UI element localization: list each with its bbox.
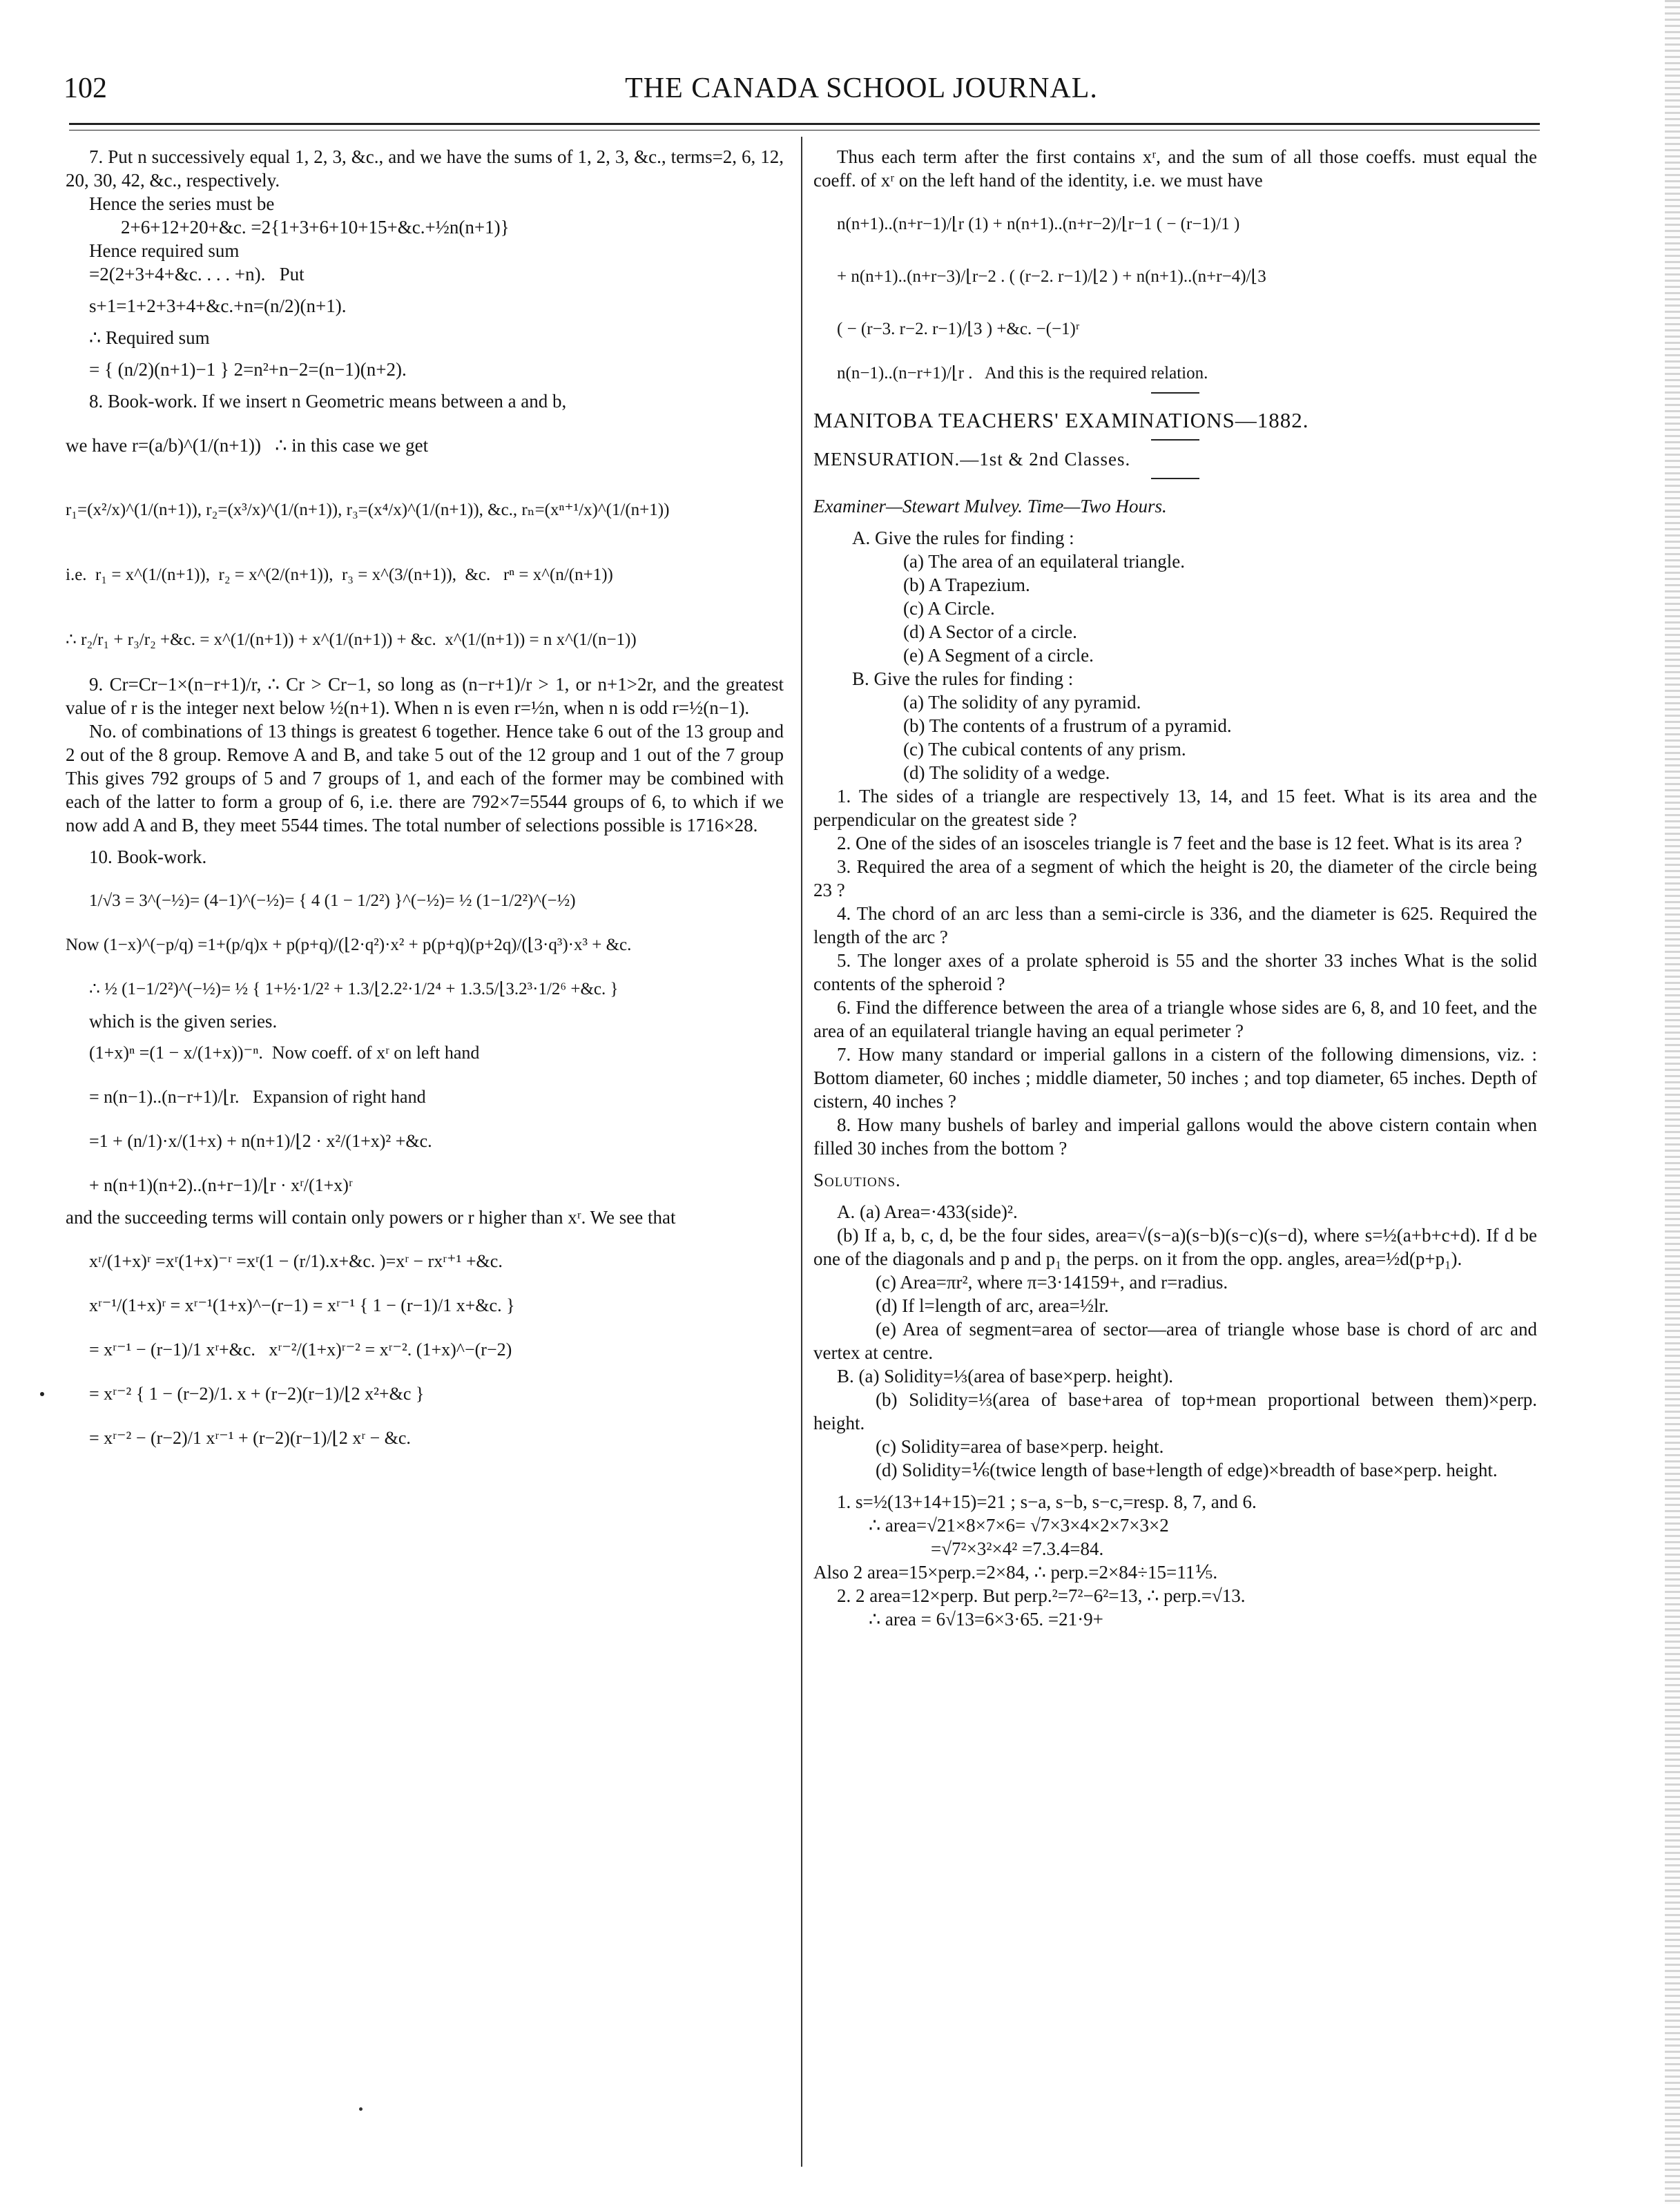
math-line: ( − (r−3. r−2. r−1)/⌊3 ) +&c. −(−1)ʳ: [837, 320, 1080, 338]
math-line: we have r=(a/b)^(1/(n+1)) ∴ in this case we get: [66, 435, 429, 456]
math-line: + n(n+1)(n+2)..(n+r−1)/⌊r · xʳ/(1+x)ʳ: [89, 1175, 353, 1195]
question-6: 6. Find the difference between the area of a triangle whose sides are 6, 8, and 10 feet, and the area of an equilateral triangle having an equal perimeter ?: [813, 997, 1537, 1041]
separator: [1151, 439, 1199, 441]
solution-line: B. (a) Solidity=⅓(area of base×perp. height).: [837, 1366, 1174, 1386]
math-line: r₁=(x²/x)^(1/(n+1)), r₂=(x³/x)^(1/(n+1)), r₃=(x⁴/x)^(1/(n+1)), &c., rₙ=(xⁿ⁺¹/x)^(1/(n+1)): [66, 501, 670, 519]
math-line: 1/√3 = 3^(−½)= (4−1)^(−½)= { 4 (1 − 1/2²) }^(−½)= ½ (1−1/2²)^(−½): [89, 891, 576, 910]
solution-line: (d) Solidity=⅙(twice length of base+length of edge)×breadth of base×perp. height.: [876, 1460, 1498, 1480]
math-line: ∴ r₂/r₁ + r₃/r₂ +&c. = x^(1/(n+1)) + x^(1/(n+1)) + &c. x^(1/(n+1)) = n x^(1/(n−1)): [66, 630, 637, 649]
math-line: = n(n−1)..(n−r+1)/⌊r. Expansion of right hand: [89, 1087, 426, 1107]
math-line: n(n−1)..(n−r+1)/⌊r . And this is the required relation.: [837, 364, 1208, 383]
math-line: = xʳ⁻² { 1 − (r−2)/1. x + (r−2)(r−1)/⌊2 x²+&c }: [89, 1384, 425, 1404]
math-line: = xʳ⁻² − (r−2)/1 xʳ⁻¹ + (r−2)(r−1)/⌊2 xʳ − &c.: [89, 1428, 411, 1448]
math-line: ∴ ½ (1−1/2²)^(−½)= ½ { 1+½·1/2² + 1.3/⌊2.2²·1/2⁴ + 1.3.5/⌊3.2³·1/2⁶ +&c. }: [89, 980, 619, 998]
question-1: 1. The sides of a triangle are respectively 13, 14, and 15 feet. What is its area and the perpendicular on the greatest side ?: [813, 786, 1537, 830]
math-line: xʳ⁻¹/(1+x)ʳ = xʳ⁻¹(1+x)^−(r−1) = xʳ⁻¹ { 1 − (r−1)/1 x+&c. }: [89, 1295, 515, 1315]
math-line: ∴ area = 6√13=6×3·65. =21·9+: [869, 1609, 1103, 1630]
answer-7-text: 7. Put n successively equal 1, 2, 3, &c., and we have the sums of 1, 2, 3, &c., terms=2, 6, 12, 20, 30, 42, &c., respectively.: [66, 146, 784, 191]
header-rule-thick: [69, 123, 1540, 125]
page-number: 102: [64, 72, 107, 104]
math-line: (1+x)ⁿ =(1 − x/(1+x))⁻ⁿ. Now coeff. of xʳ on left hand: [89, 1043, 480, 1063]
question-2: 2. One of the sides of an isosceles triangle is 7 feet and the base is 12 feet. What is its area ?: [837, 833, 1523, 853]
list-item: (e) A Segment of a circle.: [903, 645, 1094, 666]
subject-heading: MENSURATION.—1st & 2nd Classes.: [813, 449, 1131, 470]
solution-line: (e) Area of segment=area of sector—area of triangle whose base is chord of arc and vertex at centre.: [813, 1319, 1537, 1363]
question-8: 8. How many bushels of barley and imperial gallons would the above cistern contain when filled 30 inches from the bottom ?: [813, 1114, 1537, 1159]
math-line: s+1=1+2+3+4+&c.+n=(n/2)(n+1).: [89, 296, 347, 316]
question-4: 4. The chord of an arc less than a semi-circle is 336, and the diameter is 625. Required the length of the arc ?: [813, 903, 1537, 947]
solution-line: (d) If l=length of arc, area=½lr.: [876, 1295, 1109, 1316]
journal-title: THE CANADA SCHOOL JOURNAL.: [625, 72, 1098, 104]
section-title: MANITOBA TEACHERS' EXAMINATIONS—1882.: [813, 408, 1309, 432]
solution-line: (b) If a, b, c, d, be the four sides, area=√(s−a)(s−b)(s−c)(s−d), where s=½(a+b+c+d). If d be one of the diagonals and p and p₁ the perps. on it from the opp. angles, area=½d(p+p₁).: [813, 1225, 1537, 1269]
math-line: ∴ Required sum: [89, 327, 210, 348]
solution-line: A. (a) Area=·433(side)².: [837, 1201, 1018, 1222]
solution-line: 2. 2 area=12×perp. But perp.²=7²−6²=13, ∴ perp.=√13.: [837, 1585, 1246, 1606]
list-item: (a) The area of an equilateral triangle.: [903, 551, 1186, 572]
question-b-head: B. Give the rules for finding :: [852, 668, 1074, 689]
left-column: [66, 145, 784, 1450]
math-line: =2(2+3+4+&c. . . . +n). Put: [89, 264, 305, 284]
list-item: (d) A Sector of a circle.: [903, 621, 1077, 642]
list-item: (d) The solidity of a wedge.: [903, 762, 1110, 783]
math-line: xʳ/(1+x)ʳ =xʳ(1+x)⁻ʳ =xʳ(1 − (r/1).x+&c. )=xʳ − rxʳ⁺¹ +&c.: [89, 1251, 503, 1271]
solution-line: (c) Area=πr², where π=3·14159+, and r=radius.: [876, 1272, 1228, 1293]
question-5: 5. The longer axes of a prolate spheroid is 55 and the shorter 33 inches What is the solid contents of the spheroid ?: [813, 950, 1537, 994]
page-edge-shadow: [1665, 0, 1680, 2204]
math-line: 2+6+12+20+&c. =2{1+3+6+10+15+&c.+½n(n+1)}: [121, 217, 510, 238]
separator: [1151, 478, 1199, 479]
right-column: [813, 145, 1537, 1631]
separator: [1151, 392, 1199, 394]
math-line: + n(n+1)..(n+r−3)/⌊r−2 . ( (r−2. r−1)/⌊2 ) + n(n+1)..(n+r−4)/⌊3: [837, 267, 1266, 286]
list-item: (c) A Circle.: [903, 598, 995, 619]
math-line: Hence the series must be: [89, 193, 275, 214]
math-line: i.e. r₁ = x^(1/(n+1)), r₂ = x^(2/(n+1)), r₃ = x^(3/(n+1)), &c. rⁿ = x^(n/(n+1)): [66, 566, 613, 584]
list-item: (b) A Trapezium.: [903, 574, 1030, 595]
question-7: 7. How many standard or imperial gallons in a cistern of the following dimensions, viz. : Bottom diameter, 60 inches ; middle diameter, 50 inches ; and top diameter, 65 inches. Depth of cistern, 40 inches ?: [813, 1044, 1537, 1112]
math-line: Hence required sum: [89, 240, 240, 261]
math-line: = { (n/2)(n+1)−1 } 2=n²+n−2=(n−1)(n+2).: [89, 359, 407, 380]
solution-line: (c) Solidity=area of base×perp. height.: [876, 1436, 1164, 1457]
math-line: = xʳ⁻¹ − (r−1)/1 xʳ+&c. xʳ⁻²/(1+x)ʳ⁻² = xʳ⁻². (1+x)^−(r−2): [89, 1340, 512, 1360]
list-item: (c) The cubical contents of any prism.: [903, 739, 1186, 760]
math-line: which is the given series.: [89, 1011, 278, 1032]
solution-line: Also 2 area=15×perp.=2×84, ∴ perp.=2×84÷15=11⅕.: [813, 1562, 1218, 1583]
paragraph: and the succeeding terms will contain only powers or r higher than xʳ. We see that: [66, 1207, 676, 1228]
paragraph: Thus each term after the first contains xʳ, and the sum of all those coeffs. must equal the coeff. of xʳ on the left hand of the identity, i.e. we must have: [813, 146, 1537, 191]
solution-line: (b) Solidity=⅓(area of base+area of top+mean proportional between them)×perp. height.: [813, 1389, 1537, 1433]
math-line: n(n+1)..(n+r−1)/⌊r (1) + n(n+1)..(n+r−2)/⌊r−1 ( − (r−1)/1 ): [837, 215, 1240, 233]
page-header: [64, 72, 1659, 113]
math-line: =1 + (n/1)·x/(1+x) + n(n+1)/⌊2 · x²/(1+x)² +&c.: [89, 1131, 432, 1151]
solutions-heading: Solutions.: [813, 1170, 901, 1190]
column-divider: [801, 137, 802, 2167]
math-line: =√7²×3²×4² =7.3.4=84.: [931, 1538, 1104, 1559]
math-line: Now (1−x)^(−p/q) =1+(p/q)x + p(p+q)/(⌊2·q²)·x² + p(p+q)(p+2q)/(⌊3·q³)·x³ + &c.: [66, 936, 632, 954]
answer-8-text: 8. Book-work. If we insert n Geometric means between a and b,: [89, 391, 567, 412]
answer-9-text: 9. Cr=Cr−1×(n−r+1)/r, ∴ Cr > Cr−1, so long as (n−r+1)/r > 1, or n+1>2r, and the greatest value of r is the integer next below ½(n+1). When n is even r=½n, when n is odd r=½(n−1).: [66, 674, 784, 718]
list-item: (a) The solidity of any pyramid.: [903, 692, 1141, 713]
solution-line: 1. s=½(13+14+15)=21 ; s−a, s−b, s−c,=resp. 8, 7, and 6.: [837, 1491, 1257, 1512]
question-a-head: A. Give the rules for finding :: [852, 528, 1074, 548]
question-3: 3. Required the area of a segment of which the height is 20, the diameter of the circle being 23 ?: [813, 856, 1537, 900]
math-line: ∴ area=√21×8×7×6= √7×3×4×2×7×3×2: [869, 1515, 1169, 1536]
margin-dot: [40, 1392, 44, 1396]
examiner-line: Examiner—Stewart Mulvey. Time—Two Hours.: [813, 496, 1167, 516]
combinations-text: No. of combinations of 13 things is greatest 6 together. Hence take 6 out of the 13 group and 2 out of the 8 group. Remove A and B, and take 5 out of the 12 group and 1 out of the 7 group This gives 792 groups of 5 and 7 groups of 1, and each of the former may be combined with each of the latter to form a group of 6, i.e. there are 792×7=5544 groups of 6, to which if we now add A and B, they meet 5544 times. The total number of selections possible is 1716×28.: [66, 721, 784, 835]
list-item: (b) The contents of a frustrum of a pyramid.: [903, 715, 1232, 736]
ink-spot: [359, 2107, 363, 2111]
math-line: 10. Book-work.: [89, 847, 207, 867]
